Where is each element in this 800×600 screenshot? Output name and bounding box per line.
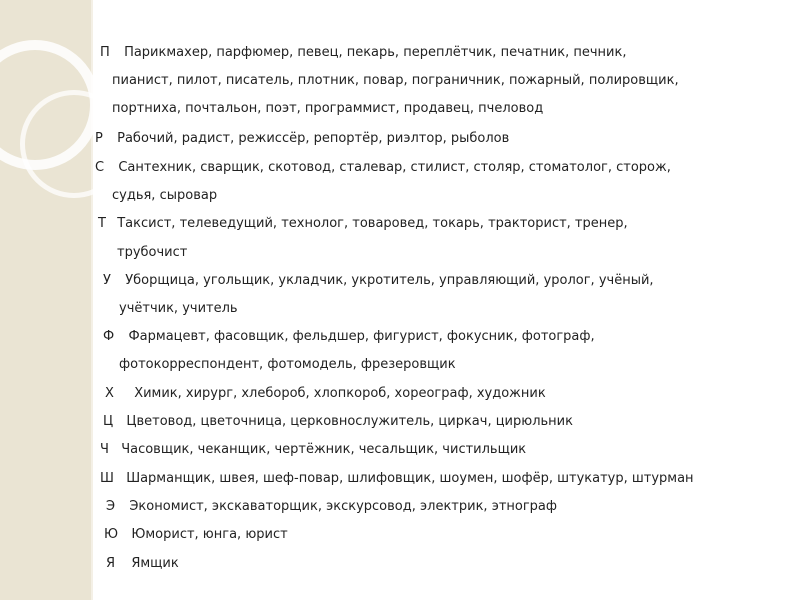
letter-yu: Ю xyxy=(104,527,119,542)
entry-u xyxy=(103,272,654,290)
entry-ts-line-1: Цветовод, цветочница, церковнослужитель, циркач, цирюльник xyxy=(126,414,573,429)
letter-r: Р xyxy=(95,131,103,146)
entry-ya xyxy=(106,555,179,573)
entry-yu xyxy=(104,526,288,544)
entry-f xyxy=(103,328,595,346)
entry-s xyxy=(95,159,671,177)
entry-e-line-1: Экономист, экскаваторщик, экскурсовод, электрик, этнограф xyxy=(129,499,558,514)
entry-u-line-1: Уборщица, угольщик, укладчик, укротитель, управляющий, уролог, учёный, xyxy=(125,273,654,288)
entry-ch-line-1: Часовщик, чеканщик, чертёжник, чесальщик, чистильщик xyxy=(121,442,527,457)
entry-t-line-1: Таксист, телеведущий, технолог, товаровед, токарь, тракторист, тренер, xyxy=(117,216,628,231)
entry-p xyxy=(100,44,626,62)
letter-kh: Х xyxy=(105,386,114,401)
entry-t xyxy=(98,215,628,233)
entry-r xyxy=(95,130,509,148)
letter-s: С xyxy=(95,160,105,175)
entry-p-line-1: Парикмахер, парфюмер, певец, пекарь, переплётчик, печатник, печник, xyxy=(124,45,627,60)
entry-f-line-2: фотокорреспондент, фотомодель, фрезеровщик xyxy=(119,357,456,372)
entry-p-line-2: пианист, пилот, писатель, плотник, повар, пограничник, пожарный, полировщик, xyxy=(112,73,679,88)
letter-ya: Я xyxy=(106,556,116,571)
entry-ya-line-1: Ямщик xyxy=(131,556,179,571)
entry-f-line-1: Фармацевт, фасовщик, фельдшер, фигурист, фокусник, фотограф, xyxy=(128,329,595,344)
entry-s-line-1: Сантехник, сварщик, скотовод, сталевар, стилист, столяр, стоматолог, сторож, xyxy=(118,160,671,175)
entry-s-line-2: судья, сыровар xyxy=(112,188,218,203)
entry-u-line-2: учётчик, учитель xyxy=(119,301,238,316)
entry-p-line-3: портниха, почтальон, поэт, программист, продавец, пчеловод xyxy=(112,101,544,116)
letter-p: П xyxy=(100,45,110,60)
entry-t-line-2: трубочист xyxy=(117,245,188,260)
entry-ch xyxy=(100,441,526,459)
letter-u: У xyxy=(103,273,111,288)
letter-e: Э xyxy=(106,499,116,514)
letter-ch: Ч xyxy=(100,442,109,457)
entry-r-line-1: Рабочий, радист, режиссёр, репортёр, риэлтор, рыболов xyxy=(117,131,510,146)
letter-f: Ф xyxy=(103,329,115,344)
letter-t: Т xyxy=(98,216,106,231)
entry-sh-line-1: Шарманщик, швея, шеф-повар, шлифовщик, шоумен, шофёр, штукатур, штурман xyxy=(126,471,694,486)
entry-kh xyxy=(105,385,546,403)
entry-kh-line-1: Химик, хирург, хлебороб, хлопкороб, хореограф, художник xyxy=(134,386,546,401)
letter-ts: Ц xyxy=(103,414,114,429)
letter-sh: Ш xyxy=(100,471,114,486)
entry-sh xyxy=(100,470,694,488)
entry-ts xyxy=(103,413,573,431)
entry-e xyxy=(106,498,557,516)
entry-yu-line-1: Юморист, юнга, юрист xyxy=(131,527,288,542)
